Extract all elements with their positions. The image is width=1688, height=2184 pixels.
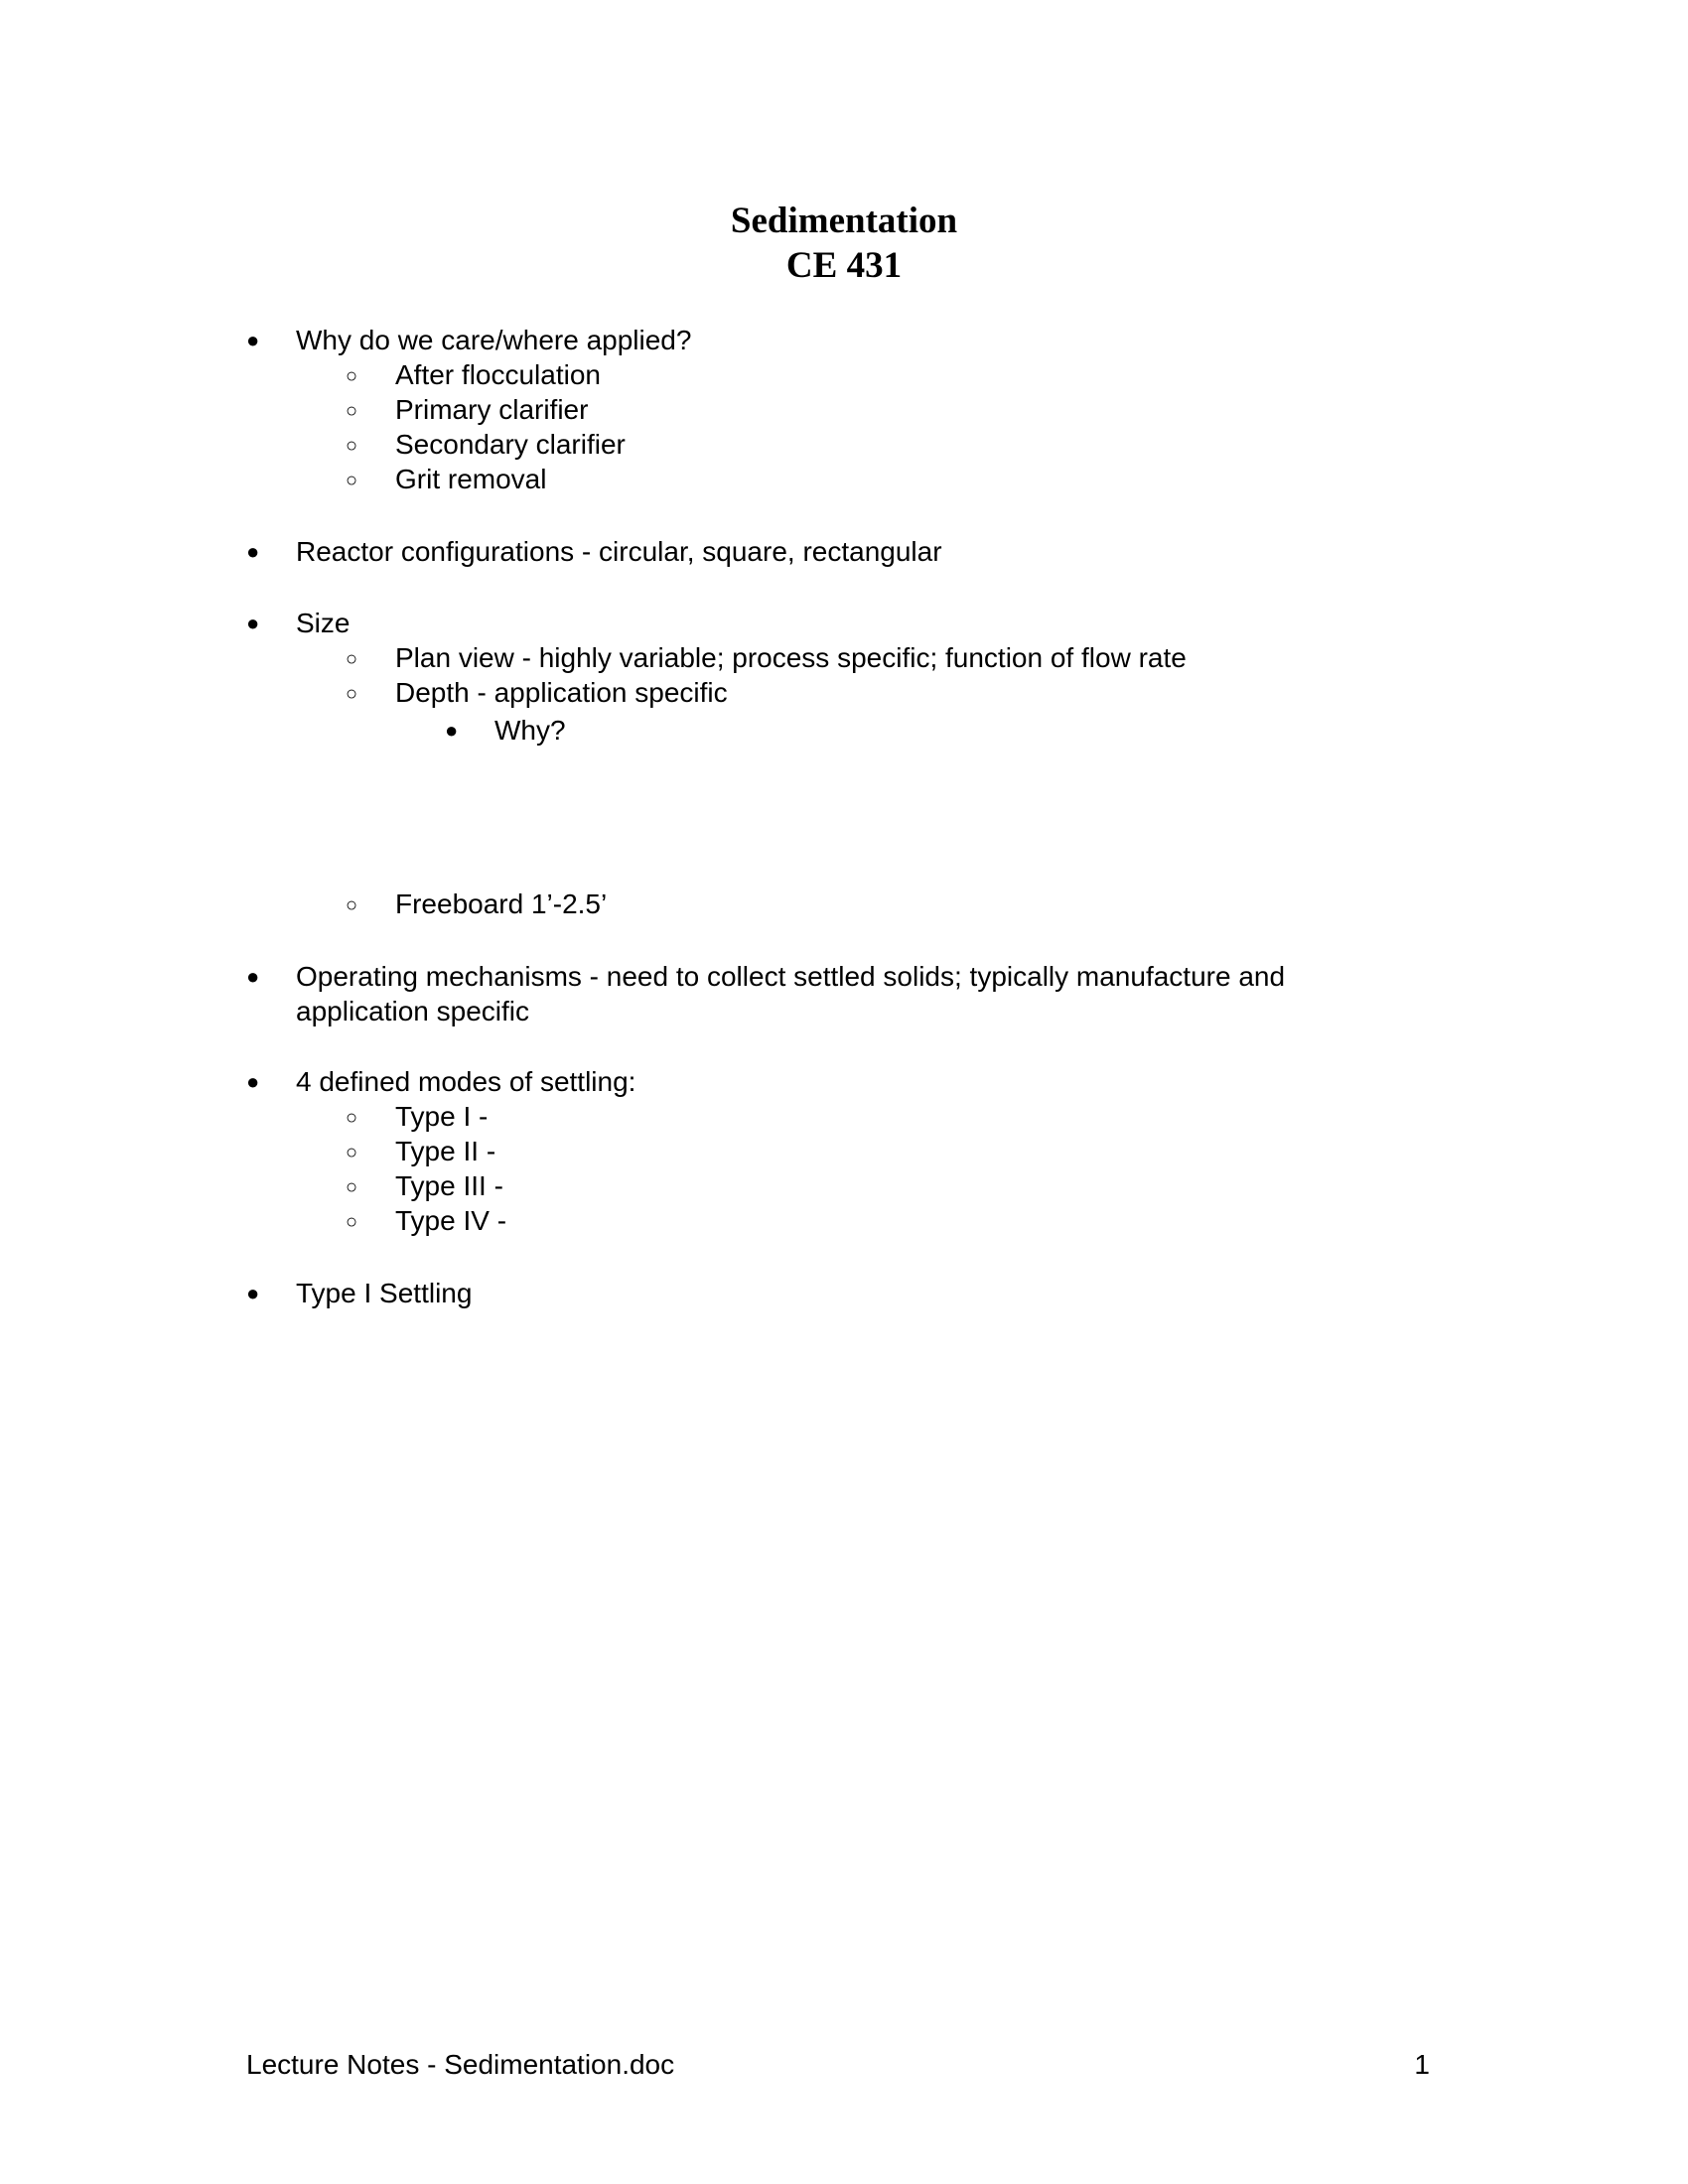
list-item: Reactor configurations - circular, square, rectangular [296, 536, 942, 567]
hollow-bullet-icon [346, 675, 357, 712]
bullet-icon [246, 959, 259, 994]
hollow-bullet-icon [346, 887, 357, 923]
bullet-icon [445, 713, 458, 748]
sub-list-item: Type I - [395, 1101, 489, 1132]
list-item: Operating mechanisms - need to collect settled solids; typically manufacture and [296, 961, 1286, 992]
sub-list-item: Type II - [395, 1136, 496, 1166]
sub-list-item: Secondary clarifier [395, 429, 626, 460]
title-block [0, 199, 1688, 288]
list-item-continuation: application specific [296, 996, 530, 1026]
sub-list-item: Freeboard 1’-2.5’ [395, 888, 608, 919]
hollow-bullet-icon [346, 427, 357, 464]
hollow-bullet-icon [346, 1168, 357, 1205]
sub-list-item: Plan view - highly variable; process specific; function of flow rate [395, 642, 1187, 673]
hollow-bullet-icon [346, 1099, 357, 1136]
bullet-icon [246, 1276, 259, 1310]
sub-list-item: Primary clarifier [395, 394, 589, 425]
sub-sub-list-item: Why? [494, 715, 566, 746]
list-item: 4 defined modes of settling: [296, 1066, 636, 1097]
hollow-bullet-icon [346, 357, 357, 394]
footer-page-number: 1 [1414, 2049, 1430, 2080]
sub-list-item: Grit removal [395, 464, 547, 494]
hollow-bullet-icon [346, 462, 357, 498]
hollow-bullet-icon [346, 640, 357, 677]
hollow-bullet-icon [346, 1203, 357, 1240]
document-subtitle: CE 431 [785, 245, 903, 286]
bullet-icon [246, 606, 259, 640]
hollow-bullet-icon [346, 392, 357, 429]
sub-list-item: After flocculation [395, 359, 601, 390]
list-item: Size [296, 608, 351, 638]
hollow-bullet-icon [346, 1134, 357, 1170]
bullet-icon [246, 1064, 259, 1099]
sub-list-item: Type III - [395, 1170, 503, 1201]
list-item: Type I Settling [296, 1278, 473, 1308]
footer-filename: Lecture Notes - Sedimentation.doc [246, 2049, 675, 2080]
sub-list-item: Depth - application specific [395, 677, 728, 708]
document-title: Sedimentation [730, 201, 958, 241]
bullet-icon [246, 323, 259, 357]
sub-list-item: Type IV - [395, 1205, 507, 1236]
bullet-icon [246, 534, 259, 569]
list-item: Why do we care/where applied? [296, 325, 692, 355]
